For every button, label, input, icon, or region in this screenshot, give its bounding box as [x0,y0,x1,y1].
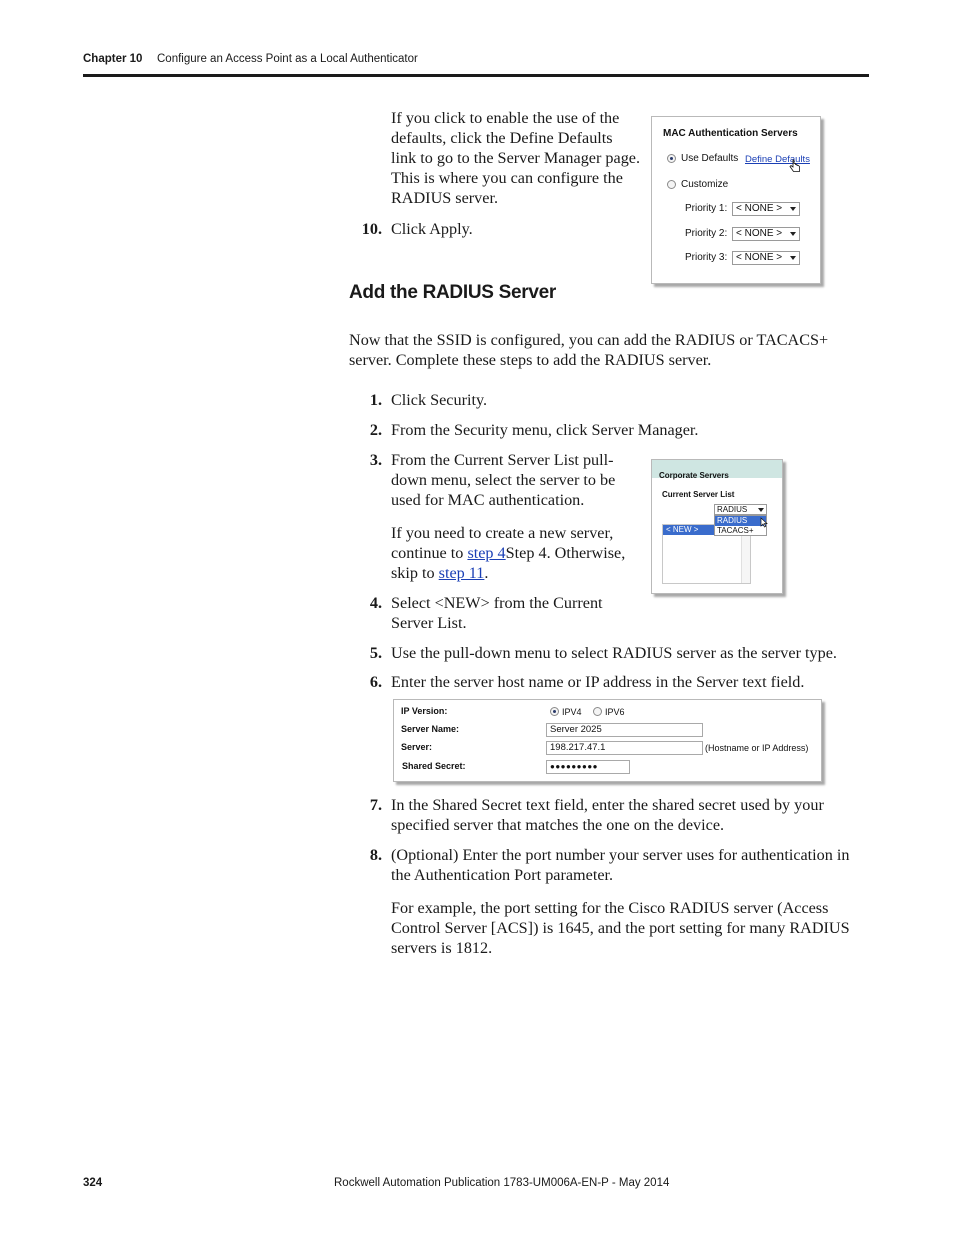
step-line: specified server that matches the one on the device. [391,816,725,834]
server-hint: (Hostname or IP Address) [705,743,809,753]
ipv6-radio[interactable] [593,707,602,716]
step-line: If you need to create a new server, [391,524,614,542]
ip-version-label: IP Version: [401,706,448,716]
step-text: Enter the server host name or IP address in the Server text field. [391,673,805,691]
step-line: Select <NEW> from the Current [391,594,603,612]
server-name-label: Server Name: [401,724,460,734]
new-server-item[interactable]: < NEW > [663,525,718,535]
header-rule [83,74,869,77]
priority-2-value: < NONE > [736,228,783,239]
step-line: used for MAC authentication. [391,491,585,509]
priority-2-label: Priority 2: [685,228,728,239]
step-line: For example, the port setting for the Cisco RADIUS server (Access [391,899,829,917]
step-number: 8. [369,846,382,864]
intro-line: link to go to the Server Manager page. [391,149,641,167]
customize-radio[interactable] [667,180,676,189]
mac-auth-servers-panel [651,116,821,284]
step-number: 1. [369,391,382,409]
chapter-label: Chapter 10 [83,53,143,65]
step-text [391,593,603,633]
step-text [391,450,615,510]
section-paragraph [349,330,828,370]
step-number: 7. [369,796,382,814]
hand-cursor-icon [789,159,801,173]
corp-panel-title: Corporate Servers [659,471,729,480]
pointer-cursor-icon [760,517,768,528]
intro-line: RADIUS server. [391,189,499,207]
chevron-down-icon [758,508,764,512]
page-number: 324 [83,1177,103,1189]
step-number: 2. [369,421,382,439]
priority-2-select[interactable] [732,227,800,241]
text-run: . [484,564,489,582]
shared-secret-label: Shared Secret: [402,761,466,771]
text-run: skip to [391,564,439,582]
publication-footer: Rockwell Automation Publication 1783-UM006A-EN-P - May 2014 [334,1177,670,1189]
paragraph-line: Now that the SSID is configured, you can add the RADIUS or TACACS+ [349,331,829,349]
paragraph-line: server. Complete these steps to add the RADIUS server. [349,351,712,369]
priority-3-select[interactable] [732,251,800,265]
server-type-select[interactable] [714,504,767,515]
step-text: Use the pull-down menu to select RADIUS server as the server type. [391,644,837,662]
mac-panel-title: MAC Authentication Servers [663,128,798,139]
step-line: From the Current Server List pull- [391,451,614,469]
ipv6-label: IPV6 [605,707,625,717]
section-heading: Add the RADIUS Server [349,282,556,303]
step-number: 3. [369,451,382,469]
step-number: 4. [369,594,382,612]
intro-paragraph [391,108,640,208]
chapter-title: Configure an Access Point as a Local Authenticator [157,53,418,65]
shared-secret-field[interactable]: ●●●●●●●●● [546,760,630,774]
priority-1-label: Priority 1: [685,203,728,214]
ipv4-label: IPV4 [562,707,582,717]
server-address-field[interactable]: 198.217.47.1 [546,741,703,755]
step-note [391,523,625,583]
step-number: 6. [369,673,382,691]
intro-line: defaults, click the Define Defaults [391,129,613,147]
use-defaults-label: Use Defaults [681,153,739,164]
ipv4-radio[interactable] [550,707,559,716]
server-type-value: RADIUS [717,505,748,514]
intro-line: If you click to enable the use of the [391,109,620,127]
step-text: Click Apply. [391,220,473,238]
text-run: Step 4. Otherwise, [505,544,626,562]
step-line [391,543,625,563]
option-tacacs[interactable]: TACACS+ [717,526,754,535]
priority-1-value: < NONE > [736,203,783,214]
text-run: continue to [391,544,468,562]
step-note [391,898,850,958]
intro-line: This is where you can configure the [391,169,623,187]
step-line [391,563,625,583]
priority-3-label: Priority 3: [685,252,728,263]
step-line: the Authentication Port parameter. [391,866,614,884]
chevron-down-icon [790,256,796,260]
chevron-down-icon [790,207,796,211]
option-radius[interactable]: RADIUS [715,516,766,526]
step-line: Server List. [391,614,467,632]
step-text: From the Security menu, click Server Manager. [391,421,699,439]
server-name-field[interactable]: Server 2025 [546,723,703,737]
current-server-list-label: Current Server List [662,490,735,499]
server-label: Server: [401,742,433,752]
server-settings-panel [393,699,822,782]
step-text: Click Security. [391,391,488,409]
step-line: (Optional) Enter the port number your server uses for authentication in [391,846,850,864]
priority-3-value: < NONE > [736,252,783,263]
step-text [391,795,824,835]
define-defaults-link[interactable]: Define Defaults [745,154,810,165]
step-line: down menu, select the server to be [391,471,616,489]
step-line: servers is 1812. [391,939,493,957]
step-text [391,845,850,885]
step-number: 5. [369,644,382,662]
step-11-link[interactable]: step 11 [438,564,485,582]
step-4-link[interactable]: step 4 [467,544,506,562]
customize-label: Customize [681,179,729,190]
use-defaults-radio[interactable] [667,154,676,163]
step-line: In the Shared Secret text field, enter the shared secret used by your [391,796,824,814]
step-line: Control Server [ACS]) is 1645, and the port setting for many RADIUS [391,919,850,937]
corporate-servers-panel [651,459,783,594]
chevron-down-icon [790,232,796,236]
step-number: 10. [361,220,382,238]
priority-1-select[interactable] [732,202,800,216]
